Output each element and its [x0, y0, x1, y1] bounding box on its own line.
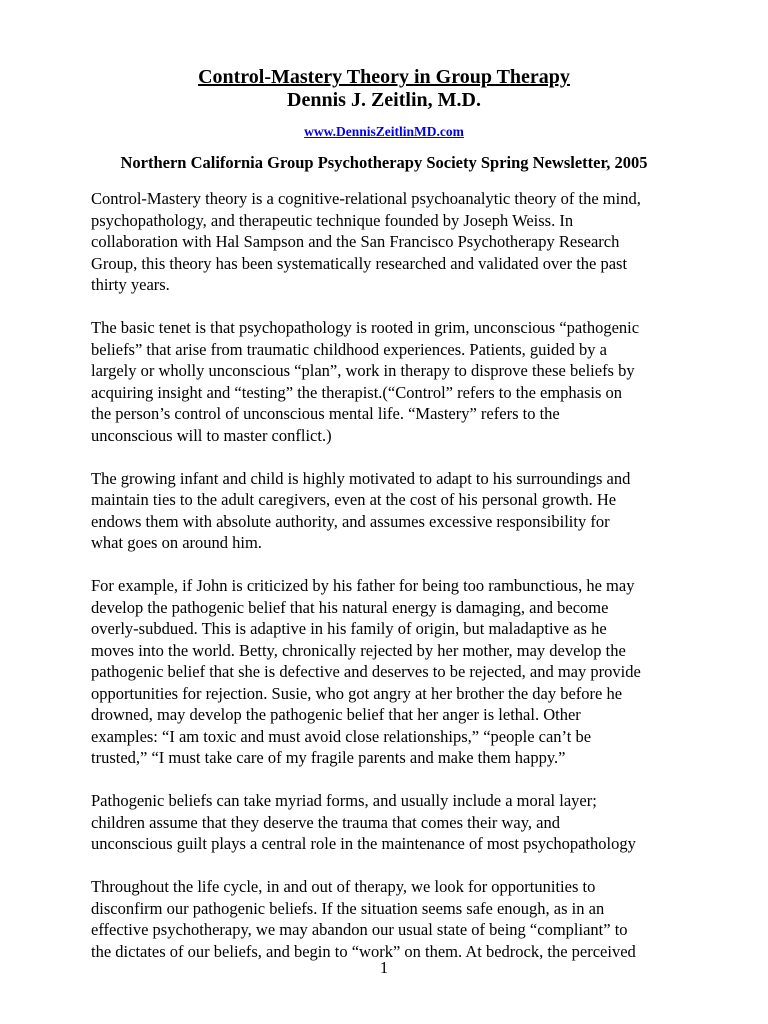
- text-line: disconfirm our pathogenic beliefs. If the situation seems safe enough, as in an: [91, 898, 605, 918]
- text-line: The growing infant and child is highly motivated to adapt to his surroundings and: [91, 468, 631, 488]
- text-line: Group, this theory has been systematically researched and validated over the past: [91, 253, 628, 273]
- newsletter-source: Northern California Group Psychotherapy Society Spring Newsletter, 2005: [120, 153, 648, 172]
- paragraph: [91, 468, 691, 554]
- text-line: unconscious will to master conflict.): [91, 425, 332, 445]
- text-line: the dictates of our beliefs, and begin to “work” on them. At bedrock, the perceived: [91, 941, 636, 961]
- text-line: For example, if John is criticized by his father for being too rambunctious, he may: [91, 576, 635, 595]
- text-line: the person’s control of unconscious mental life. “Mastery” refers to the: [91, 404, 560, 423]
- text-line: Control-Mastery theory is a cognitive-relational psychoanalytic theory of the mind,: [91, 189, 641, 208]
- text-line: trusted,” “I must take care of my fragile parents and make them happy.”: [91, 748, 566, 767]
- document-title: Control-Mastery Theory in Group Therapy: [198, 66, 570, 88]
- text-line: examples: “I am toxic and must avoid close relationships,” “people can’t be: [91, 726, 592, 746]
- paragraph: [91, 575, 691, 769]
- text-line: maintain ties to the adult caregivers, even at the cost of his personal growth. He: [91, 490, 617, 509]
- text-line: endows them with absolute authority, and assumes excessive responsibility for: [91, 511, 610, 531]
- paragraph: [91, 876, 691, 962]
- text-line: thirty years.: [91, 275, 170, 294]
- text-line: overly-subdued. This is adaptive in his family of origin, but maladaptive as he: [91, 619, 607, 638]
- text-line: The basic tenet is that psychopathology is rooted in grim, unconscious “pathogenic: [91, 318, 640, 337]
- text-line: largely or wholly unconscious “plan”, work in therapy to disprove these beliefs by: [91, 361, 635, 380]
- text-line: Pathogenic beliefs can take myriad forms, and usually include a moral layer;: [91, 791, 597, 810]
- document-author: Dennis J. Zeitlin, M.D.: [287, 89, 481, 111]
- text-line: psychopathology, and therapeutic technique founded by Joseph Weiss. In: [91, 210, 574, 230]
- text-line: drowned, may develop the pathogenic belief that her anger is lethal. Other: [91, 705, 581, 724]
- website-link[interactable]: www.DennisZeitlinMD.com: [304, 124, 464, 139]
- page-number: 1: [379, 958, 389, 977]
- text-line: what goes on around him.: [91, 533, 262, 552]
- body-text: [91, 188, 691, 984]
- text-line: opportunities for rejection. Susie, who got angry at her brother the day before he: [91, 683, 623, 703]
- text-line: unconscious guilt plays a central role in the maintenance of most psychopathology: [91, 834, 636, 853]
- text-line: acquiring insight and “testing” the therapist.(“Control” refers to the emphasis on: [91, 382, 623, 402]
- text-line: beliefs” that arise from traumatic childhood experiences. Patients, guided by a: [91, 339, 607, 359]
- paragraph: [91, 317, 691, 446]
- text-line: Throughout the life cycle, in and out of therapy, we look for opportunities to: [91, 877, 596, 896]
- text-line: moves into the world. Betty, chronically rejected by her mother, may develop the: [91, 640, 626, 660]
- paragraph: [91, 790, 691, 855]
- text-line: effective psychotherapy, we may abandon our usual state of being “compliant” to: [91, 920, 628, 939]
- text-line: collaboration with Hal Sampson and the San Francisco Psychotherapy Research: [91, 232, 620, 251]
- text-line: develop the pathogenic belief that his natural energy is damaging, and become: [91, 597, 609, 617]
- text-line: children assume that they deserve the trauma that comes their way, and: [91, 812, 561, 832]
- text-line: pathogenic belief that she is defective and deserves to be rejected, and may provide: [91, 662, 641, 681]
- paragraph: [91, 188, 691, 296]
